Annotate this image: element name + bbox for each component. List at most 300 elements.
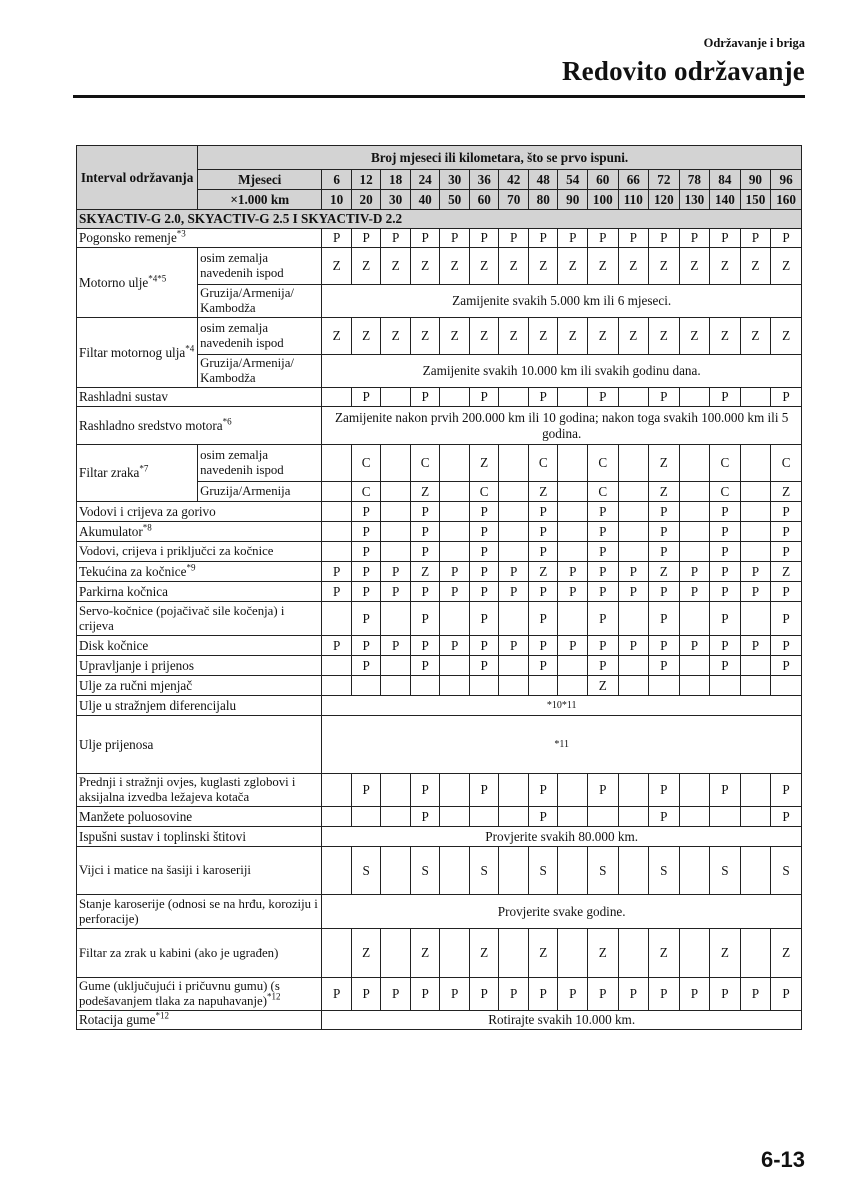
table-row — [77, 445, 802, 482]
month-header: 60 — [588, 170, 619, 190]
month-header: 96 — [771, 170, 802, 190]
interval-cell — [322, 774, 352, 807]
interval-cell: P — [528, 542, 558, 562]
item-name: Motorno ulje — [79, 274, 149, 290]
interval-cell: P — [410, 978, 440, 1011]
interval-cell: P — [351, 229, 381, 248]
interval-cell: P — [410, 774, 440, 807]
interval-cell — [381, 807, 411, 827]
month-header: 54 — [558, 170, 588, 190]
item-name-cell — [77, 562, 322, 582]
table-row — [77, 1011, 802, 1030]
month-header: 12 — [351, 170, 381, 190]
interval-cell: Z — [469, 445, 499, 482]
interval-cell — [440, 807, 470, 827]
interval-cell — [440, 542, 470, 562]
item-name: Vijci i matice na šasiji i karoseriji — [79, 863, 251, 877]
table-row — [77, 847, 802, 895]
km-header: 20 — [351, 190, 381, 210]
engine-header: SKYACTIV-G 2.0, SKYACTIV-G 2.5 I SKYACTIV-D 2.2 — [77, 210, 802, 229]
interval-cell: P — [649, 807, 680, 827]
interval-cell: S — [351, 847, 381, 895]
interval-cell: Z — [410, 248, 440, 285]
interval-cell: P — [528, 502, 558, 522]
interval-cell — [740, 502, 771, 522]
interval-cell: P — [771, 542, 802, 562]
span-note: Provjerite svake godine. — [322, 895, 802, 929]
interval-cell — [679, 522, 710, 542]
interval-cell — [499, 522, 529, 542]
km-header: 90 — [558, 190, 588, 210]
months-label: Mjeseci — [198, 170, 322, 190]
interval-cell: P — [558, 582, 588, 602]
item-name: Filtar motornog ulja — [79, 344, 186, 360]
interval-cell — [381, 774, 411, 807]
region-cell: osim zemalja navedenih ispod — [198, 445, 322, 482]
interval-cell — [558, 656, 588, 676]
interval-cell — [740, 522, 771, 542]
km-header: 120 — [649, 190, 680, 210]
interval-cell: Z — [588, 318, 619, 355]
km-header: 70 — [499, 190, 529, 210]
footnote-ref: *4*5 — [148, 273, 167, 284]
interval-cell: P — [588, 582, 619, 602]
interval-cell — [440, 502, 470, 522]
interval-cell — [322, 656, 352, 676]
interval-cell: P — [381, 562, 411, 582]
interval-cell: P — [351, 522, 381, 542]
interval-cell — [679, 774, 710, 807]
interval-cell: P — [528, 388, 558, 407]
interval-cell: P — [528, 636, 558, 656]
interval-cell: P — [440, 229, 470, 248]
interval-cell: C — [710, 482, 741, 502]
km-header: 60 — [469, 190, 499, 210]
item-name-cell — [77, 407, 322, 445]
interval-cell: P — [771, 774, 802, 807]
interval-cell: P — [351, 774, 381, 807]
interval-cell: Z — [649, 318, 680, 355]
interval-cell — [558, 847, 588, 895]
interval-cell: P — [558, 978, 588, 1011]
table-row — [77, 656, 802, 676]
interval-cell: P — [469, 774, 499, 807]
km-header: 130 — [679, 190, 710, 210]
interval-cell: P — [588, 656, 619, 676]
interval-cell — [679, 929, 710, 978]
interval-cell: Z — [410, 482, 440, 502]
interval-cell — [558, 522, 588, 542]
interval-cell: Z — [710, 318, 741, 355]
interval-cell — [499, 929, 529, 978]
item-name-cell — [77, 602, 322, 636]
interval-cell: P — [410, 636, 440, 656]
interval-cell: P — [440, 582, 470, 602]
interval-cell — [618, 602, 649, 636]
interval-cell — [499, 676, 529, 696]
interval-cell: P — [351, 656, 381, 676]
item-name-cell — [77, 388, 322, 407]
interval-cell: P — [710, 542, 741, 562]
interval-cell: P — [410, 656, 440, 676]
interval-cell: P — [710, 774, 741, 807]
interval-cell: P — [410, 542, 440, 562]
item-name-cell — [77, 318, 198, 388]
interval-cell — [558, 602, 588, 636]
interval-cell — [679, 807, 710, 827]
interval-cell: P — [710, 636, 741, 656]
interval-cell — [618, 676, 649, 696]
interval-cell — [410, 676, 440, 696]
interval-cell: P — [649, 542, 680, 562]
interval-cell: Z — [558, 248, 588, 285]
interval-cell — [679, 445, 710, 482]
item-name-cell — [77, 929, 322, 978]
span-note: Rotirajte svakih 10.000 km. — [322, 1011, 802, 1030]
interval-cell: P — [499, 582, 529, 602]
interval-cell — [351, 807, 381, 827]
footnote-ref: *12 — [155, 1010, 170, 1021]
interval-cell: Z — [618, 318, 649, 355]
interval-cell: P — [771, 229, 802, 248]
interval-cell: C — [588, 445, 619, 482]
interval-cell — [771, 676, 802, 696]
interval-cell — [381, 445, 411, 482]
interval-cell: P — [710, 229, 741, 248]
interval-cell: S — [649, 847, 680, 895]
interval-cell: P — [351, 388, 381, 407]
item-name-cell — [77, 229, 322, 248]
km-header: 110 — [618, 190, 649, 210]
interval-cell — [322, 602, 352, 636]
interval-cell: P — [410, 388, 440, 407]
interval-cell: P — [771, 502, 802, 522]
interval-cell: P — [381, 582, 411, 602]
item-name: Filtar zraka — [79, 465, 140, 481]
interval-cell: P — [558, 636, 588, 656]
interval-cell: P — [649, 502, 680, 522]
interval-cell: P — [649, 582, 680, 602]
interval-cell — [322, 929, 352, 978]
header-rule — [73, 95, 805, 98]
interval-cell: S — [588, 847, 619, 895]
region-cell: Gruzija/Armenija/ Kambodža — [198, 355, 322, 388]
table-row — [77, 978, 802, 1011]
interval-cell: P — [771, 522, 802, 542]
interval-cell: Z — [710, 248, 741, 285]
interval-cell: P — [771, 978, 802, 1011]
interval-cell: Z — [771, 562, 802, 582]
interval-cell: P — [679, 229, 710, 248]
interval-cell: P — [322, 562, 352, 582]
interval-cell: Z — [649, 562, 680, 582]
interval-cell: P — [618, 636, 649, 656]
interval-cell: P — [740, 562, 771, 582]
interval-cell: P — [710, 656, 741, 676]
item-name-cell — [77, 895, 322, 929]
interval-cell: S — [771, 847, 802, 895]
interval-cell — [322, 676, 352, 696]
interval-cell — [499, 656, 529, 676]
interval-cell — [558, 482, 588, 502]
interval-cell — [618, 542, 649, 562]
interval-cell: P — [499, 562, 529, 582]
interval-cell — [558, 929, 588, 978]
interval-cell: Z — [351, 248, 381, 285]
month-header: 42 — [499, 170, 529, 190]
interval-cell — [528, 676, 558, 696]
interval-cell: Z — [771, 318, 802, 355]
table-row — [77, 542, 802, 562]
interval-cell: P — [381, 978, 411, 1011]
interval-cell: P — [469, 562, 499, 582]
interval-cell: S — [469, 847, 499, 895]
interval-cell — [679, 656, 710, 676]
interval-cell: P — [469, 229, 499, 248]
interval-cell: P — [588, 602, 619, 636]
table-row — [77, 895, 802, 929]
interval-cell: P — [469, 602, 499, 636]
km-header: 10 — [322, 190, 352, 210]
interval-cell: Z — [679, 318, 710, 355]
span-note: *10*11 — [322, 696, 802, 716]
interval-cell — [558, 542, 588, 562]
interval-cell: Z — [410, 562, 440, 582]
item-name: Tekućina za kočnice — [79, 563, 187, 579]
interval-cell: P — [740, 636, 771, 656]
interval-cell: P — [351, 602, 381, 636]
interval-cell: C — [351, 445, 381, 482]
interval-cell: P — [351, 542, 381, 562]
interval-cell — [499, 482, 529, 502]
interval-cell — [618, 807, 649, 827]
interval-cell: P — [469, 582, 499, 602]
interval-cell: P — [528, 978, 558, 1011]
footnote-ref: *3 — [176, 228, 186, 239]
interval-cell: P — [771, 388, 802, 407]
interval-cell: Z — [528, 318, 558, 355]
interval-cell: P — [351, 636, 381, 656]
interval-cell: Z — [740, 318, 771, 355]
interval-cell: P — [499, 978, 529, 1011]
item-name: Rashladno sredstvo motora — [79, 417, 223, 433]
interval-cell — [440, 445, 470, 482]
interval-cell — [558, 388, 588, 407]
interval-cell — [679, 388, 710, 407]
interval-cell: P — [499, 636, 529, 656]
interval-cell: P — [440, 562, 470, 582]
month-header: 66 — [618, 170, 649, 190]
item-name-cell — [77, 847, 322, 895]
interval-cell: C — [410, 445, 440, 482]
item-name: Vodovi, crijeva i priključci za kočnice — [79, 544, 274, 558]
interval-cell: P — [771, 582, 802, 602]
item-name: Ulje za ručni mjenjač — [79, 677, 193, 693]
interval-cell — [740, 482, 771, 502]
span-label: Broj mjeseci ili kilometara, što se prvo ispuni. — [198, 146, 802, 170]
interval-cell: P — [710, 502, 741, 522]
interval-cell — [381, 542, 411, 562]
month-header: 78 — [679, 170, 710, 190]
interval-cell — [740, 676, 771, 696]
interval-cell: P — [440, 636, 470, 656]
interval-cell: Z — [771, 248, 802, 285]
interval-cell: Z — [469, 248, 499, 285]
interval-cell — [440, 847, 470, 895]
interval-cell — [440, 482, 470, 502]
interval-cell: Z — [618, 248, 649, 285]
interval-cell: Z — [381, 248, 411, 285]
interval-cell — [381, 482, 411, 502]
interval-cell: Z — [469, 929, 499, 978]
interval-cell: P — [440, 978, 470, 1011]
interval-cell: P — [588, 978, 619, 1011]
item-name-cell — [77, 522, 322, 542]
month-header: 24 — [410, 170, 440, 190]
interval-cell: P — [679, 582, 710, 602]
region-cell: osim zemalja navedenih ispod — [198, 248, 322, 285]
item-name-cell — [77, 807, 322, 827]
interval-cell: P — [588, 502, 619, 522]
month-header: 36 — [469, 170, 499, 190]
region-cell: osim zemalja navedenih ispod — [198, 318, 322, 355]
table-row — [77, 807, 802, 827]
interval-cell — [381, 676, 411, 696]
span-note: Zamijenite nakon prvih 200.000 km ili 10 godina; nakon toga svakih 100.000 km ili 5 godina. — [322, 407, 802, 445]
item-name: Stanje karoserije (odnosi se na hrđu, koroziju i perforacije) — [79, 896, 318, 926]
footnote-ref: *12 — [266, 991, 281, 1002]
interval-cell — [381, 522, 411, 542]
interval-cell: P — [410, 582, 440, 602]
interval-cell: P — [618, 978, 649, 1011]
month-header: 48 — [528, 170, 558, 190]
interval-cell — [499, 774, 529, 807]
interval-cell: Z — [322, 248, 352, 285]
month-header: 6 — [322, 170, 352, 190]
interval-cell: P — [410, 602, 440, 636]
interval-cell: Z — [499, 248, 529, 285]
interval-cell: Z — [649, 482, 680, 502]
interval-cell: Z — [649, 929, 680, 978]
interval-cell — [649, 676, 680, 696]
interval-cell: Z — [528, 929, 558, 978]
item-name: Prednji i stražnji ovjes, kuglasti zglobovi i aksijalna izvedba ležajeva kotača — [79, 775, 296, 804]
table-row — [77, 602, 802, 636]
interval-cell — [558, 676, 588, 696]
interval-cell: P — [740, 978, 771, 1011]
span-note: Zamijenite svakih 10.000 km ili svakih godinu dana. — [322, 355, 802, 388]
item-name: Akumulator — [79, 523, 143, 539]
item-name-cell — [77, 827, 322, 847]
interval-cell — [440, 388, 470, 407]
interval-cell: Z — [679, 248, 710, 285]
interval-cell: P — [740, 229, 771, 248]
interval-cell: P — [588, 636, 619, 656]
interval-cell — [740, 388, 771, 407]
interval-cell: P — [649, 229, 680, 248]
interval-cell: Z — [381, 318, 411, 355]
interval-cell: Z — [740, 248, 771, 285]
interval-cell: Z — [528, 482, 558, 502]
interval-cell — [618, 502, 649, 522]
interval-cell — [440, 656, 470, 676]
interval-cell: P — [710, 562, 741, 582]
table-row — [77, 388, 802, 407]
region-cell: Gruzija/Armenija/ Kambodža — [198, 285, 322, 318]
item-name-cell — [77, 676, 322, 696]
interval-cell: P — [710, 582, 741, 602]
interval-cell: P — [351, 582, 381, 602]
interval-cell — [322, 445, 352, 482]
interval-cell — [440, 929, 470, 978]
interval-cell — [710, 676, 741, 696]
interval-cell — [618, 482, 649, 502]
interval-cell: P — [588, 542, 619, 562]
interval-label: Interval održavanja — [77, 146, 198, 210]
item-name-cell — [77, 445, 198, 502]
engine-row — [77, 210, 802, 229]
interval-cell: P — [322, 978, 352, 1011]
interval-cell: P — [528, 774, 558, 807]
interval-cell: P — [679, 978, 710, 1011]
interval-cell — [322, 482, 352, 502]
interval-cell — [679, 602, 710, 636]
interval-cell — [499, 502, 529, 522]
interval-cell — [558, 774, 588, 807]
interval-cell: P — [381, 636, 411, 656]
interval-cell — [740, 602, 771, 636]
item-name: Ulje u stražnjem diferencijalu — [79, 697, 237, 713]
table-row — [77, 676, 802, 696]
interval-cell — [618, 929, 649, 978]
item-name-cell — [77, 1011, 322, 1030]
interval-cell — [558, 807, 588, 827]
interval-cell: Z — [410, 929, 440, 978]
interval-cell: P — [469, 636, 499, 656]
interval-cell: Z — [771, 929, 802, 978]
interval-cell: P — [381, 229, 411, 248]
item-name: Rashladni sustav — [79, 389, 169, 405]
interval-cell: P — [679, 636, 710, 656]
item-name: Disk kočnice — [79, 637, 149, 653]
interval-cell — [588, 807, 619, 827]
interval-cell: Z — [469, 318, 499, 355]
interval-cell: P — [649, 656, 680, 676]
km-header: 140 — [710, 190, 741, 210]
interval-cell — [740, 774, 771, 807]
interval-cell — [618, 656, 649, 676]
page-title: Redovito održavanje — [561, 56, 805, 86]
item-name-cell — [77, 696, 322, 716]
interval-cell — [440, 522, 470, 542]
km-header: 30 — [381, 190, 411, 210]
interval-cell: C — [771, 445, 802, 482]
interval-cell: P — [649, 602, 680, 636]
interval-cell — [679, 542, 710, 562]
interval-cell: P — [649, 978, 680, 1011]
interval-cell: P — [528, 229, 558, 248]
table-row — [77, 716, 802, 774]
interval-cell: P — [588, 562, 619, 582]
interval-cell — [618, 388, 649, 407]
interval-cell: P — [528, 602, 558, 636]
interval-cell — [740, 542, 771, 562]
interval-cell: P — [771, 656, 802, 676]
interval-cell — [740, 445, 771, 482]
interval-cell — [499, 542, 529, 562]
interval-cell: P — [410, 229, 440, 248]
interval-cell: P — [469, 522, 499, 542]
